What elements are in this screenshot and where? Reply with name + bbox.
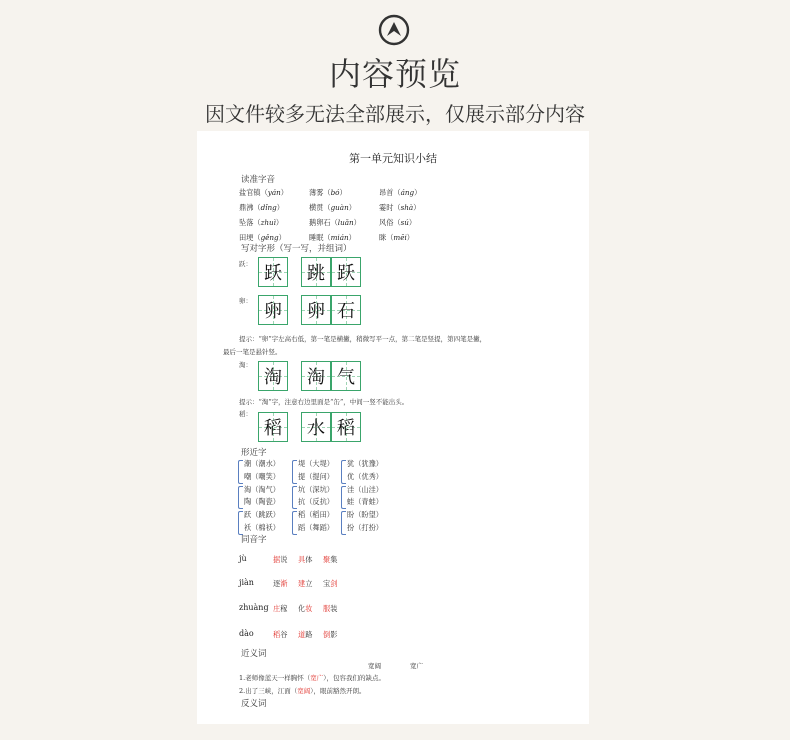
pinyin: guàn [330,203,349,212]
similar-item: 袄（棉袄） [244,523,280,532]
section-antonym: 反义词 [241,699,267,709]
pinyin: áng [400,188,415,197]
similar-item: 稻（稻田） [298,510,334,520]
homophone-pinyin: jù [239,554,247,563]
char-grid-tao-b [301,361,361,391]
similar-item: 淘（淘气） [244,484,280,494]
bracket-icon [238,486,243,510]
bracket-icon [341,486,346,510]
section-synonym: 近义词 [241,649,267,659]
similar-item: 蹈（舞蹈） [298,523,334,532]
tip-tao: 提示：“淘”字，注意右边里面是“缶”，中间一竖不能出头。 [239,398,409,406]
similar-item: 提（提问） [298,471,334,481]
synonym-sentence-1: 1.老师像蓝天一样胸怀（宽广），包容我们的缺点。 [239,674,385,682]
section-homophone: 同音字 [241,535,267,545]
pinyin: yán [267,188,281,197]
homophone-pinyin: jiàn [239,578,254,587]
char-box: 水 [301,412,331,442]
read-item: 昂首（áng） [379,188,422,197]
doc-title: 第一单元知识小结 [349,152,437,165]
pinyin: luǎn [337,218,354,227]
bracket-icon [341,460,346,484]
section-read: 读准字音 [241,175,276,185]
write-label-luan: 卵： [239,297,252,305]
pinyin: dǐng [260,203,277,212]
read-item: 风俗（sú） [379,218,417,227]
homophone-word: 庄稼 [273,604,288,613]
tip-luan-2: 最后一笔是悬针竖。 [223,348,282,356]
char-grid-yue-b [301,257,361,287]
homophone-word: 逐渐 [273,579,288,588]
similar-item: 嘲（嘲笑） [244,471,280,481]
synonym-sentence-2: 2.出了三峡，江面（宽阔），眼前豁然开朗。 [239,687,366,695]
write-label-dao: 稻： [239,410,252,418]
similar-item: 犹（犹豫） [347,459,383,468]
read-item: 睡眠（mián） [309,233,356,242]
similar-item: 跃（跳跃） [244,510,280,520]
read-item: 眯（mēi） [379,233,414,242]
char-grid-luan-b [301,295,361,325]
tip-luan-1: 提示：“卵”字左高右低，第一笔是横撇，稍微写平一点，第二笔是竖提，第四笔是撇， [239,335,487,343]
homophone-word: 宝剑 [323,579,338,588]
page-title: 内容预览 [328,55,461,93]
char-box: 跳 [301,257,331,287]
page-subtitle: 因文件较多无法全部展示，仅展示部分内容 [205,102,585,126]
similar-item: 堤（大堤） [298,459,334,468]
pinyin: mián [330,233,349,242]
pinyin: gěng [260,233,279,242]
homophone-word: 稻谷 [273,630,288,639]
similar-item: 盼（盼望） [347,510,383,520]
bracket-icon [238,460,243,484]
read-item: 坠落（zhuì） [239,218,284,227]
char-box: 淘 [258,361,288,391]
read-item: 田埂（gěng） [239,233,286,242]
bracket-icon [292,486,297,510]
char-box: 卵 [301,295,331,325]
pinyin: bó [330,188,340,197]
similar-item: 洼（山洼） [347,484,383,494]
char-box: 稻 [331,412,361,442]
char-box: 卵 [258,295,288,325]
bracket-icon [292,460,297,484]
logo-icon [378,14,410,46]
char-grid-tao-a [258,361,288,391]
read-item: 薄雾（bó） [309,188,347,197]
homophone-word: 道路 [298,630,313,639]
homophone-word: 具体 [298,555,313,564]
homophone-word: 化妆 [298,604,313,613]
homophone-word: 建立 [298,579,313,588]
char-box: 气 [331,361,361,391]
synonym-head-2: 宽广 [410,662,423,670]
section-similar: 形近字 [241,448,267,458]
bracket-icon [292,511,297,535]
homophone-word: 聚集 [323,555,338,564]
char-box: 跃 [331,257,361,287]
pinyin: sú [400,218,409,227]
pinyin: shà [400,203,414,212]
char-grid-dao-a [258,412,288,442]
similar-item: 优（优秀） [347,471,383,481]
similar-item: 蛙（青蛙） [347,497,383,507]
char-grid-yue-a [258,257,288,287]
char-box: 石 [331,295,361,325]
document-preview [197,131,589,724]
read-item: 盐官镇（yán） [239,188,288,197]
read-item: 鼎沸（dǐng） [239,203,284,212]
similar-item: 坑（深坑） [298,484,334,494]
similar-item: 扮（打扮） [347,523,383,532]
bracket-icon [341,511,346,535]
write-label-tao: 淘： [239,361,252,369]
bracket-icon [238,511,243,535]
char-grid-dao-b [301,412,361,442]
homophone-word: 倒影 [323,630,338,639]
pinyin: zhuì [260,218,276,227]
homophone-word: 据说 [273,555,288,564]
synonym-head-1: 宽阔 [368,662,381,670]
write-label-yue: 跃： [239,260,252,268]
homophone-word: 服装 [323,604,338,613]
char-box: 稻 [258,412,288,442]
read-item: 横贯（guàn） [309,203,356,212]
homophone-pinyin: dào [239,629,254,638]
char-box: 跃 [258,257,288,287]
section-write: 写对字形（写一写，并组词） [241,244,352,254]
similar-item: 抗（反抗） [298,497,334,507]
read-item: 霎时（shà） [379,203,421,212]
similar-item: 陶（陶瓷） [244,497,280,507]
homophone-pinyin: zhuàng [239,603,269,612]
char-grid-luan-a [258,295,288,325]
char-box: 淘 [301,361,331,391]
similar-item: 潮（潮水） [244,459,280,468]
read-item: 鹅卵石（luǎn） [309,218,361,227]
pinyin: mēi [393,233,407,242]
